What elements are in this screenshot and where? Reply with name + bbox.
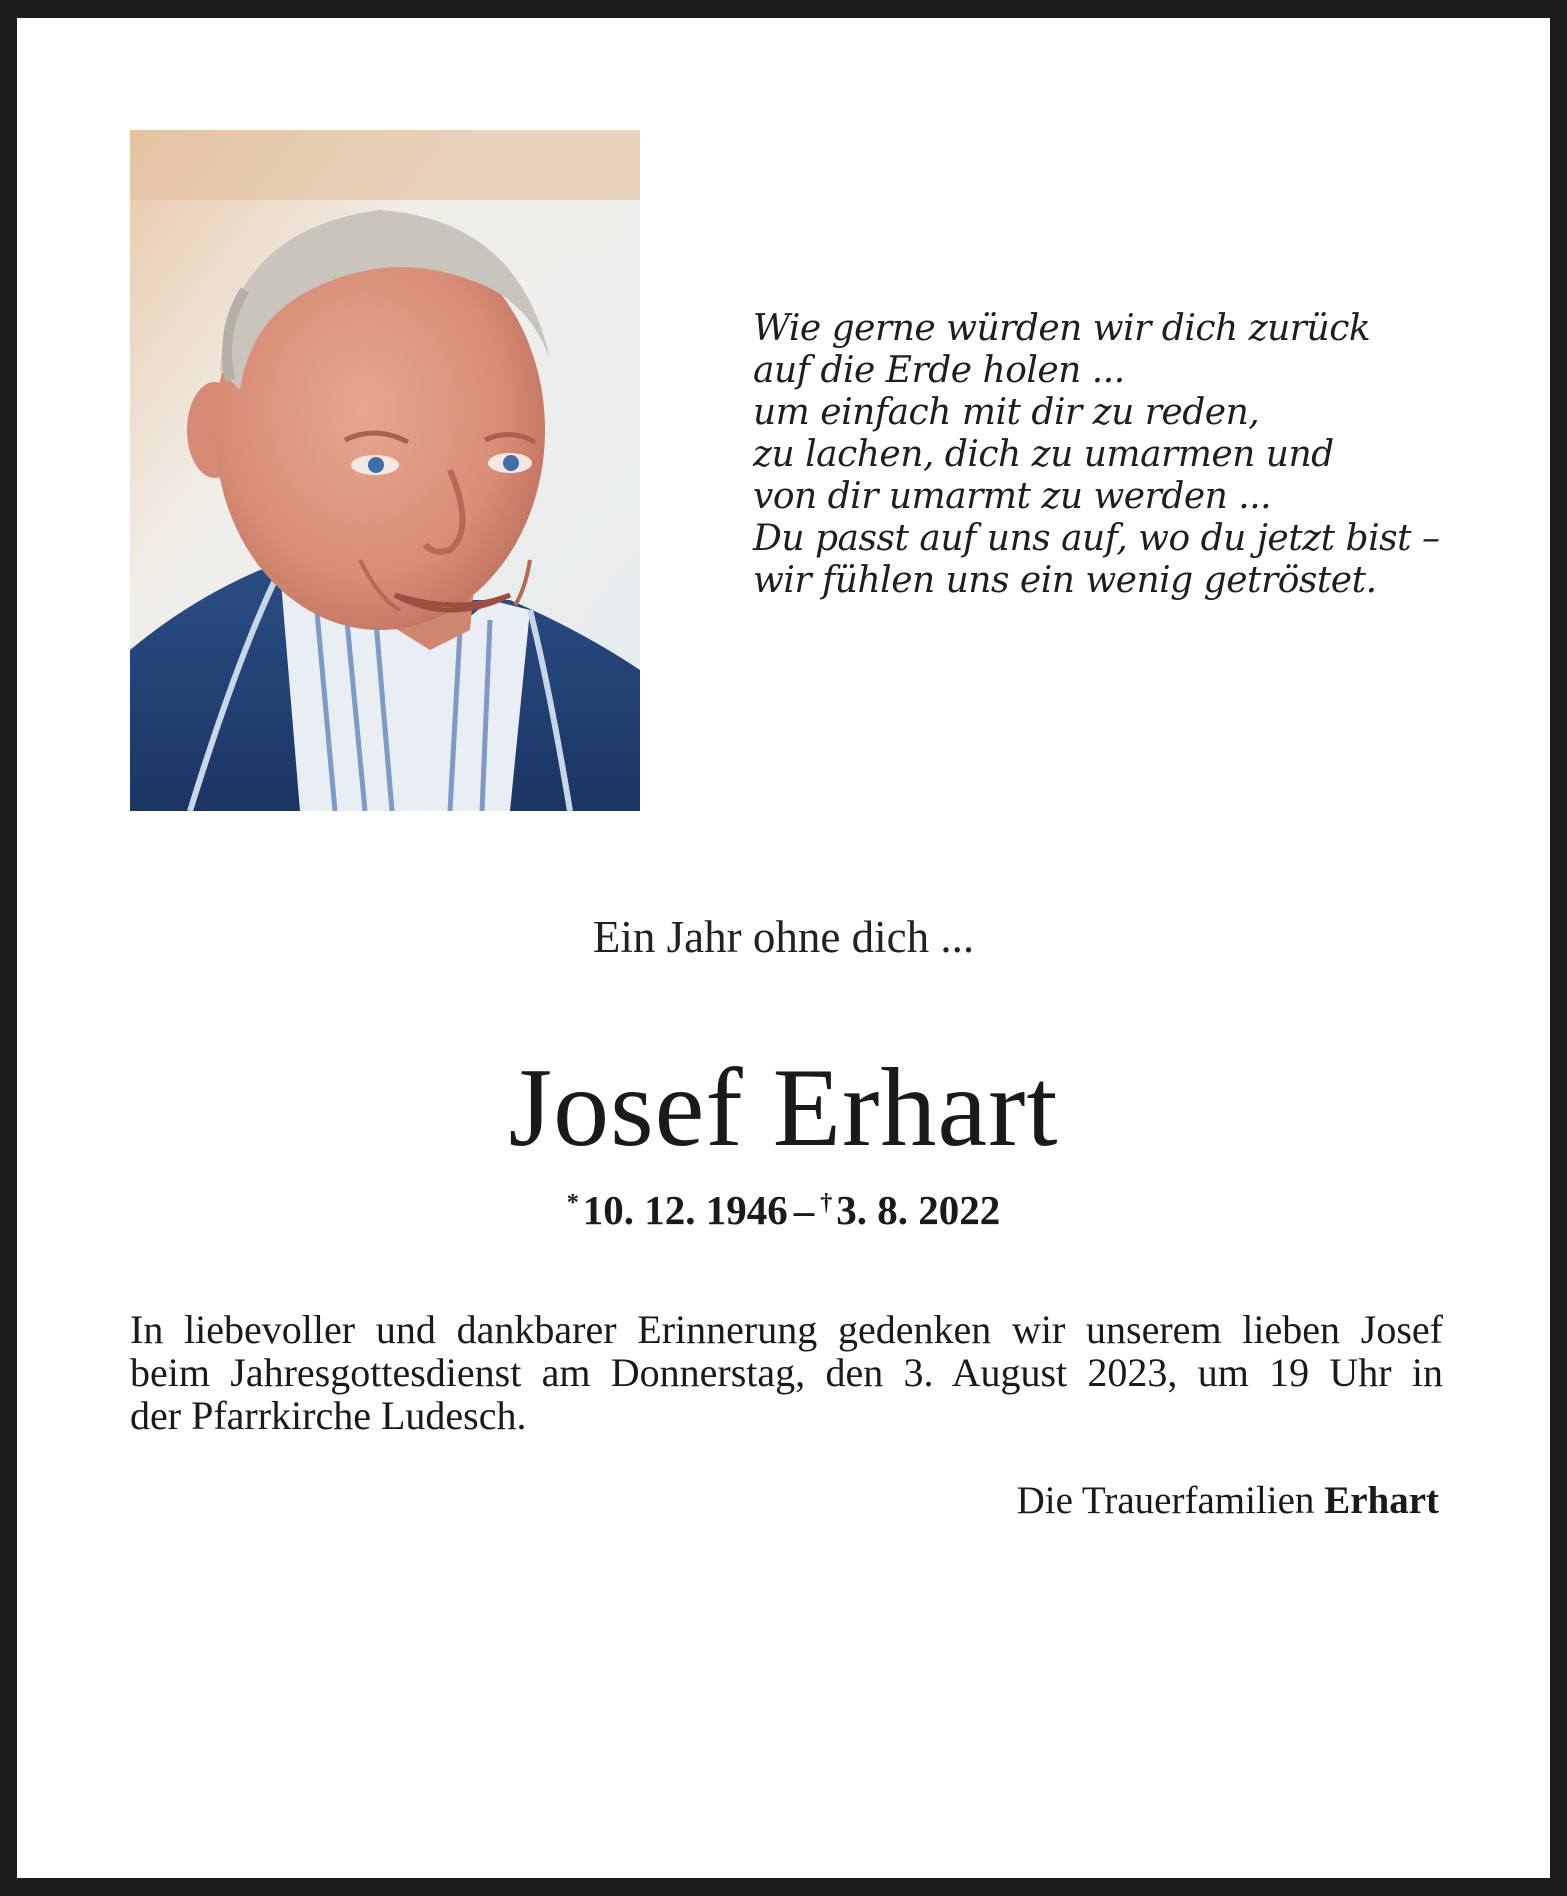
date-dash: – xyxy=(793,1187,815,1233)
memorial-text-line: der Pfarrkirche Ludesch. xyxy=(130,1393,527,1438)
signature-prefix: Die Trauerfamilien xyxy=(1016,1479,1315,1522)
death-symbol: † xyxy=(820,1190,833,1216)
memorial-poem xyxy=(753,308,1473,602)
life-dates xyxy=(17,1186,1550,1234)
poem-line: Du passt auf uns auf, wo du jetzt bist – xyxy=(753,518,1440,559)
portrait-photo-icon xyxy=(130,130,640,811)
obituary-card xyxy=(17,18,1550,1878)
birth-symbol: * xyxy=(566,1190,579,1216)
subtitle: Ein Jahr ohne dich ... xyxy=(592,912,975,962)
poem-line: auf die Erde holen ... xyxy=(753,350,1125,391)
poem-line: zu lachen, dich zu umarmen und xyxy=(753,434,1334,475)
poem-line: Wie gerne würden wir dich zurück xyxy=(753,308,1371,349)
memorial-text xyxy=(130,1308,1443,1437)
poem-line: von dir umarmt zu werden ... xyxy=(753,476,1272,517)
poem-line: um einfach mit dir zu reden, xyxy=(753,392,1260,433)
signature xyxy=(1017,1478,1439,1523)
memorial-text-line: beim Jahresgottesdienst am Donnerstag, den 3. August 2023, um 19 Uhr in xyxy=(130,1350,1443,1395)
deceased-name: Josef Erhart xyxy=(508,1046,1059,1170)
death-date: 3. 8. 2022 xyxy=(836,1187,1001,1233)
memorial-text-line: In liebevoller und dankbarer Erinnerung gedenken wir unserem lieben Josef xyxy=(130,1307,1443,1352)
signature-family: Erhart xyxy=(1324,1479,1439,1522)
poem-line: wir fühlen uns ein wenig getröstet. xyxy=(753,560,1377,601)
birth-date: 10. 12. 1946 xyxy=(582,1187,788,1233)
